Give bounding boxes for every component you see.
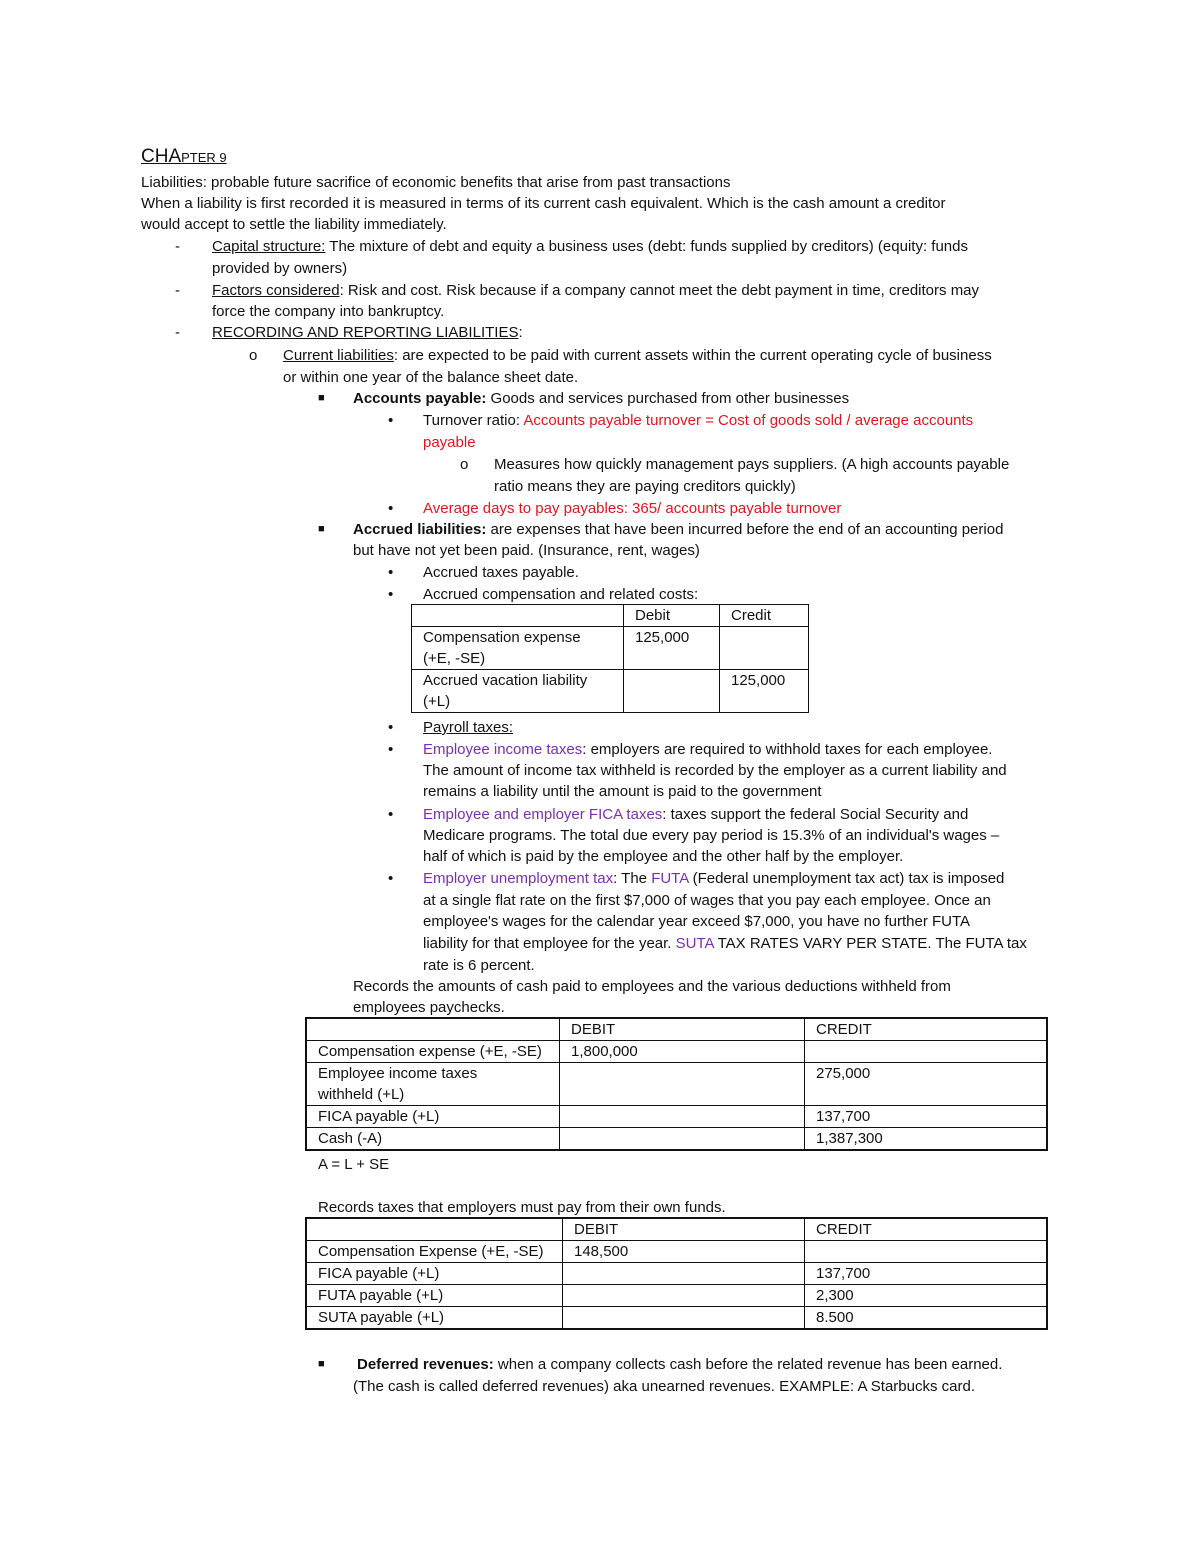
account-effect: (+L) xyxy=(423,693,451,710)
credit-cell: 137,700 xyxy=(805,1263,1048,1285)
dot-marker: • xyxy=(388,564,394,581)
accrued-taxes: Accrued taxes payable. xyxy=(423,564,579,581)
capital-structure-line-2: provided by owners) xyxy=(212,260,348,277)
fica-line-2: Medicare programs. The total due every pay period is 15.3% of an individual's wages – xyxy=(423,827,1000,844)
table-row xyxy=(306,1307,1047,1330)
table-header-credit: Credit xyxy=(720,605,809,627)
dot-marker: • xyxy=(388,500,394,517)
account-cell xyxy=(412,670,624,713)
fica-term: Employee and employer FICA taxes xyxy=(423,806,663,823)
debit-cell xyxy=(560,1063,805,1106)
table-header-cell xyxy=(306,1218,563,1241)
turnover-formula: Accounts payable turnover = Cost of goods sold / average accounts xyxy=(523,412,974,429)
dot-marker: • xyxy=(388,741,394,758)
table-header-debit: DEBIT xyxy=(560,1018,805,1041)
income-taxes-text: : employers are required to withhold taxes for each employee. xyxy=(582,741,993,758)
accrued-compensation: Accrued compensation and related costs: xyxy=(423,586,699,603)
turnover-formula-line-2: payable xyxy=(423,434,476,451)
futa-line-4-end: TAX RATES VARY PER STATE. The FUTA tax xyxy=(713,935,1027,952)
account-cell: FICA payable (+L) xyxy=(306,1106,560,1128)
dash-marker: - xyxy=(175,324,180,341)
table-header-row xyxy=(412,605,809,627)
account-name: Employee income taxes xyxy=(318,1065,478,1082)
credit-cell: 1,387,300 xyxy=(805,1128,1048,1151)
recording-colon: : xyxy=(518,324,523,341)
futa-line-3: employee's wages for the calendar year exceed $7,000, you have no further FUTA xyxy=(423,913,971,930)
measures-line-2: ratio means they are paying creditors quickly) xyxy=(494,478,796,495)
capital-structure xyxy=(212,236,968,258)
current-liabilities-term: Current liabilities xyxy=(283,347,394,364)
accrued-compensation-table xyxy=(411,604,809,713)
debit-cell xyxy=(624,670,720,713)
income-taxes-line-3: remains a liability until the amount is paid to the government xyxy=(423,783,822,800)
debit-cell xyxy=(563,1307,805,1330)
fica-text: : taxes support the federal Social Security and xyxy=(662,806,969,823)
account-name-line-2: withheld (+L) xyxy=(318,1086,405,1103)
square-marker: ■ xyxy=(318,392,325,404)
fica-line-3: half of which is paid by the employee and the other half by the employer. xyxy=(423,848,904,865)
average-days-to-pay: Average days to pay payables: 365/ accounts payable turnover xyxy=(423,500,842,517)
records-cash-paid-line-2: employees paychecks. xyxy=(353,999,505,1016)
debit-cell xyxy=(563,1285,805,1307)
records-employer-taxes: Records taxes that employers must pay from their own funds. xyxy=(318,1199,726,1216)
table-header-row xyxy=(306,1018,1047,1041)
dot-marker: • xyxy=(388,586,394,603)
factors-line-2: force the company into bankruptcy. xyxy=(212,303,445,320)
credit-cell: 125,000 xyxy=(720,670,809,713)
employee-income-taxes xyxy=(423,739,992,761)
table-row xyxy=(306,1263,1047,1285)
credit-cell: 275,000 xyxy=(805,1063,1048,1106)
square-marker: ■ xyxy=(318,1358,325,1370)
table-row xyxy=(306,1106,1047,1128)
liabilities-term: Liabilities xyxy=(141,174,203,191)
account-name: Accrued vacation liability xyxy=(423,672,588,689)
futa-line-4 xyxy=(423,933,1027,955)
deferred-revenues xyxy=(357,1354,1002,1376)
credit-cell xyxy=(720,627,809,670)
factors-text: : Risk and cost. Risk because if a company cannot meet the debt payment in time, creditors may xyxy=(339,282,980,299)
futa-line-4-start: liability for that employee for the year. xyxy=(423,935,676,952)
circle-marker: o xyxy=(460,456,469,473)
table-header-cell xyxy=(412,605,624,627)
intro-line-3: would accept to settle the liability immediately. xyxy=(141,216,447,233)
table-header-debit: Debit xyxy=(624,605,720,627)
table-row xyxy=(306,1285,1047,1307)
title-large: CHA xyxy=(141,146,182,167)
dash-marker: - xyxy=(175,238,180,255)
turnover-ratio xyxy=(423,410,973,432)
accounts-payable-text: Goods and services purchased from other businesses xyxy=(486,390,850,407)
liabilities-definition: : probable future sacrifice of economic benefits that arise from past transactions xyxy=(202,174,731,191)
intro-line-2: When a liability is first recorded it is measured in terms of its current cash equivalent. Which is the cash amount a creditor xyxy=(141,195,946,212)
account-cell: Compensation expense (+E, -SE) xyxy=(306,1041,560,1063)
dot-marker: • xyxy=(388,806,394,823)
futa-text: (Federal unemployment tax act) tax is imposed xyxy=(688,870,1005,887)
accrued-liabilities-text: are expenses that have been incurred before the end of an accounting period xyxy=(486,521,1004,538)
accounts-payable-term: Accounts payable: xyxy=(353,390,487,407)
credit-cell: 8.500 xyxy=(805,1307,1048,1330)
account-cell: Cash (-A) xyxy=(306,1128,560,1151)
futa-line-2: at a single flat rate on the first $7,000 of wages that you pay each employee. Once an xyxy=(423,892,991,909)
table-row xyxy=(306,1063,1047,1106)
factors-term: Factors considered xyxy=(212,282,340,299)
table-header-credit: CREDIT xyxy=(805,1218,1048,1241)
employer-taxes-table xyxy=(305,1217,1048,1330)
account-cell: FUTA payable (+L) xyxy=(306,1285,563,1307)
deferred-revenues-term: Deferred revenues: xyxy=(357,1356,494,1373)
current-liabilities-text: : are expected to be paid with current assets within the current operating cycle of business xyxy=(393,347,992,364)
table-row xyxy=(306,1041,1047,1063)
income-taxes-line-2: The amount of income tax withheld is recorded by the employer as a current liability and xyxy=(423,762,1007,779)
fica-taxes xyxy=(423,804,968,826)
accrued-liabilities-line-2: but have not yet been paid. (Insurance, rent, wages) xyxy=(353,542,700,559)
circle-marker: o xyxy=(249,347,258,364)
table-header-credit: CREDIT xyxy=(805,1018,1048,1041)
debit-cell: 125,000 xyxy=(624,627,720,670)
futa-line-5: rate is 6 percent. xyxy=(423,957,535,974)
debit-cell: 1,800,000 xyxy=(560,1041,805,1063)
dot-marker: • xyxy=(388,719,394,736)
credit-cell xyxy=(805,1041,1048,1063)
debit-cell xyxy=(560,1128,805,1151)
measures-text: Measures how quickly management pays suppliers. (A high accounts payable xyxy=(494,456,1010,473)
credit-cell: 2,300 xyxy=(805,1285,1048,1307)
recording-term: RECORDING AND REPORTING LIABILITIES xyxy=(212,324,519,341)
recording-heading xyxy=(212,322,523,344)
debit-cell: 148,500 xyxy=(563,1241,805,1263)
turnover-label: Turnover ratio: xyxy=(423,412,524,429)
payroll-entry-table xyxy=(305,1017,1048,1151)
deferred-revenues-text: when a company collects cash before the related revenue has been earned. xyxy=(493,1356,1003,1373)
account-cell: SUTA payable (+L) xyxy=(306,1307,563,1330)
current-liabilities-line-2: or within one year of the balance sheet date. xyxy=(283,369,579,386)
accounting-equation: A = L + SE xyxy=(318,1156,390,1173)
square-marker: ■ xyxy=(318,523,325,535)
accrued-liabilities xyxy=(353,519,1003,541)
factors-considered xyxy=(212,280,979,302)
capital-structure-term: Capital structure: xyxy=(212,238,326,255)
credit-cell: 137,700 xyxy=(805,1106,1048,1128)
account-cell xyxy=(412,627,624,670)
dash-marker: - xyxy=(175,282,180,299)
deferred-revenues-line-2: (The cash is called deferred revenues) aka unearned revenues. EXAMPLE: A Starbucks card. xyxy=(353,1378,976,1395)
credit-cell xyxy=(805,1241,1048,1263)
table-header-row xyxy=(306,1218,1047,1241)
account-name: Compensation expense xyxy=(423,629,581,646)
account-cell: Compensation Expense (+E, -SE) xyxy=(306,1241,563,1263)
table-row xyxy=(306,1241,1047,1263)
dot-marker: • xyxy=(388,412,394,429)
records-cash-paid: Records the amounts of cash paid to employees and the various deductions withheld from xyxy=(353,978,951,995)
futa-word: FUTA xyxy=(651,870,689,887)
table-row xyxy=(412,627,809,670)
futa-term: Employer unemployment tax xyxy=(423,870,614,887)
account-cell: FICA payable (+L) xyxy=(306,1263,563,1285)
debit-cell xyxy=(563,1263,805,1285)
accrued-liabilities-term: Accrued liabilities: xyxy=(353,521,487,538)
page-title xyxy=(141,146,227,169)
table-row xyxy=(412,670,809,713)
account-effect: (+E, -SE) xyxy=(423,650,486,667)
accounts-payable xyxy=(353,388,849,410)
payroll-taxes-heading: Payroll taxes: xyxy=(423,719,514,736)
capital-structure-text: The mixture of debt and equity a business uses (debt: funds supplied by creditors) (equity: funds xyxy=(325,238,968,255)
futa-tax xyxy=(423,868,1004,890)
income-taxes-term: Employee income taxes xyxy=(423,741,583,758)
table-header-cell xyxy=(306,1018,560,1041)
current-liabilities xyxy=(283,345,992,367)
futa-separator: : The xyxy=(613,870,652,887)
suta-word: SUTA xyxy=(675,935,714,952)
intro-definition xyxy=(141,172,730,194)
debit-cell xyxy=(560,1106,805,1128)
dot-marker: • xyxy=(388,870,394,887)
table-header-debit: DEBIT xyxy=(563,1218,805,1241)
title-small: PTER 9 xyxy=(181,150,227,165)
account-cell xyxy=(306,1063,560,1106)
table-row xyxy=(306,1128,1047,1151)
